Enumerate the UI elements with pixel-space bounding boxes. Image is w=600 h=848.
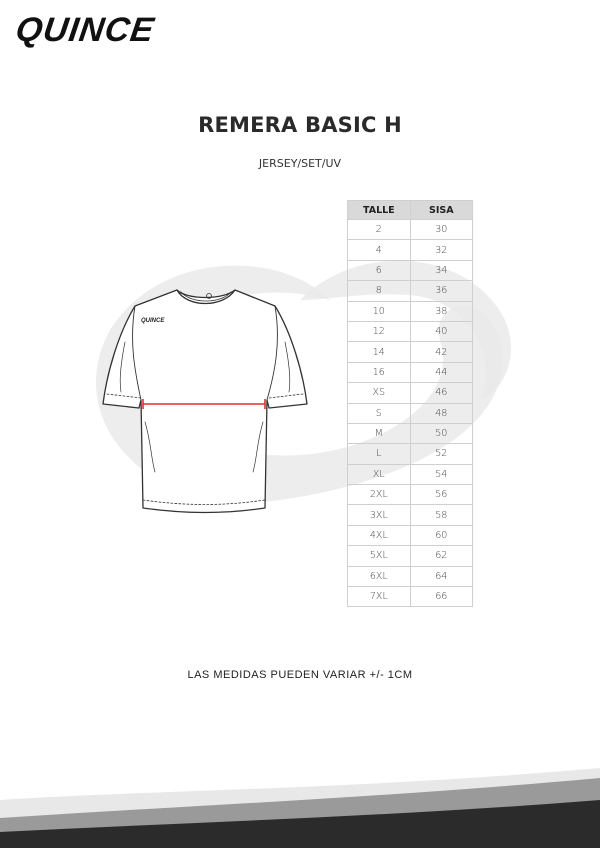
sisa-cell: 40 — [410, 321, 472, 341]
talle-cell: 3XL — [348, 505, 411, 525]
sisa-cell: 50 — [410, 423, 472, 443]
talle-cell: 8 — [348, 281, 411, 301]
talle-cell: 2 — [348, 220, 411, 240]
talle-cell: 4 — [348, 240, 411, 260]
talle-cell: 12 — [348, 321, 411, 341]
tshirt-illustration — [95, 282, 315, 522]
talle-cell: 7XL — [348, 587, 411, 607]
header-talle: TALLE — [348, 201, 411, 220]
sisa-cell: 54 — [410, 464, 472, 484]
table-row — [348, 587, 473, 607]
talle-cell: M — [348, 423, 411, 443]
sisa-cell: 36 — [410, 281, 472, 301]
chest-logo-text: QUINCE — [141, 318, 165, 324]
page-subtitle: JERSEY/SET/UV — [258, 157, 342, 170]
table-header-row — [348, 201, 473, 220]
sisa-cell: 60 — [410, 525, 472, 545]
table-row — [348, 485, 473, 505]
talle-cell: 5XL — [348, 546, 411, 566]
table-row — [348, 260, 473, 280]
size-table — [347, 200, 473, 607]
footer-swoosh-graphic — [0, 760, 600, 848]
table-row — [348, 281, 473, 301]
measurement-note: LAS MEDIDAS PUEDEN VARIAR +/- 1CM — [187, 669, 413, 681]
talle-cell: S — [348, 403, 411, 423]
page-title: REMERA BASIC H — [198, 113, 402, 137]
sisa-cell: 52 — [410, 444, 472, 464]
header-sisa: SISA — [410, 201, 472, 220]
table-row — [348, 321, 473, 341]
sisa-cell: 38 — [410, 301, 472, 321]
table-row — [348, 444, 473, 464]
sisa-cell: 32 — [410, 240, 472, 260]
sisa-cell: 44 — [410, 362, 472, 382]
table-row — [348, 423, 473, 443]
talle-cell: 6 — [348, 260, 411, 280]
sisa-cell: 48 — [410, 403, 472, 423]
table-row — [348, 383, 473, 403]
sisa-cell: 66 — [410, 587, 472, 607]
talle-cell: XS — [348, 383, 411, 403]
table-row — [348, 240, 473, 260]
brand-logo: QUINCE — [13, 10, 157, 49]
table-row — [348, 362, 473, 382]
talle-cell: 14 — [348, 342, 411, 362]
table-row — [348, 220, 473, 240]
table-row — [348, 566, 473, 586]
sisa-cell: 62 — [410, 546, 472, 566]
talle-cell: 2XL — [348, 485, 411, 505]
sisa-cell: 64 — [410, 566, 472, 586]
table-row — [348, 464, 473, 484]
sisa-cell: 34 — [410, 260, 472, 280]
table-row — [348, 525, 473, 545]
sisa-cell: 30 — [410, 220, 472, 240]
table-row — [348, 301, 473, 321]
talle-cell: 6XL — [348, 566, 411, 586]
sisa-cell: 56 — [410, 485, 472, 505]
table-row — [348, 505, 473, 525]
talle-cell: 16 — [348, 362, 411, 382]
table-row — [348, 546, 473, 566]
sisa-cell: 46 — [410, 383, 472, 403]
talle-cell: 4XL — [348, 525, 411, 545]
table-row — [348, 342, 473, 362]
sisa-cell: 42 — [410, 342, 472, 362]
sisa-cell: 58 — [410, 505, 472, 525]
talle-cell: 10 — [348, 301, 411, 321]
talle-cell: XL — [348, 464, 411, 484]
talle-cell: L — [348, 444, 411, 464]
table-row — [348, 403, 473, 423]
